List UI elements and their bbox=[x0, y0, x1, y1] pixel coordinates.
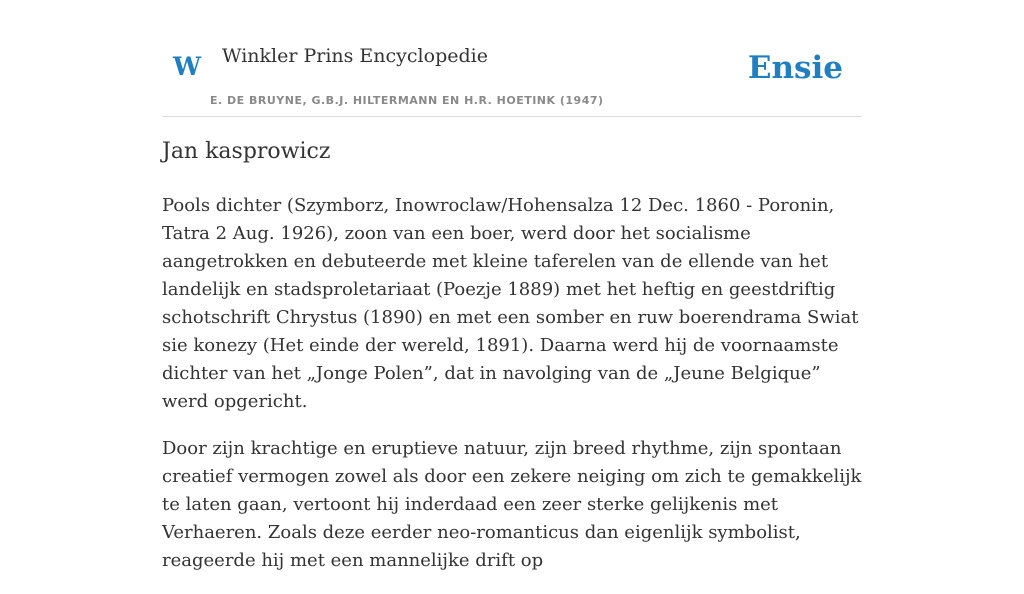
winkler-prins-logo: W bbox=[173, 52, 202, 81]
source-authors: E. DE BRUYNE, G.B.J. HILTERMANN EN H.R. HOETINK (1947) bbox=[210, 94, 604, 107]
source-header bbox=[162, 0, 862, 117]
article-body bbox=[162, 192, 862, 594]
page bbox=[162, 0, 862, 571]
ensie-brand-link[interactable]: Ensie bbox=[747, 50, 843, 86]
article-paragraph: Door zijn krachtige en eruptieve natuur, zijn breed rhythme, zijn spontaan creatief vermogen zowel als door een zekere neiging om zich te gemakkelijk te laten gaan, vertoont hij inderdaad een zeer sterke gelijkenis met Verhaeren. Zoals deze eerder neo-romanticus dan eigenlijk symbolist, reageerde hij met een mannelijke drift op bbox=[162, 438, 862, 571]
article-title: Jan kasprowicz bbox=[162, 139, 331, 164]
source-title[interactable]: Winkler Prins Encyclopedie bbox=[222, 45, 488, 67]
article-paragraph: Pools dichter (Szymborz, Inowroclaw/Hohensalza 12 Dec. 1860 - Poronin, Tatra 2 Aug. 1926), zoon van een boer, werd door het socialisme aangetrokken en debuteerde met kleine taferelen van de ellende van het landelijk en stadsproletariaat (Poezje 1889) met het heftig en geestdriftig schotschrift Chrystus (1890) en met een somber en ruw boerendrama Swiat sie konezy (Het einde der wereld, 1891). Daarna werd hij de voornaamste dichter van het „Jonge Polen”, dat in navolging van de „Jeune Belgique” werd opgericht. bbox=[162, 195, 859, 412]
